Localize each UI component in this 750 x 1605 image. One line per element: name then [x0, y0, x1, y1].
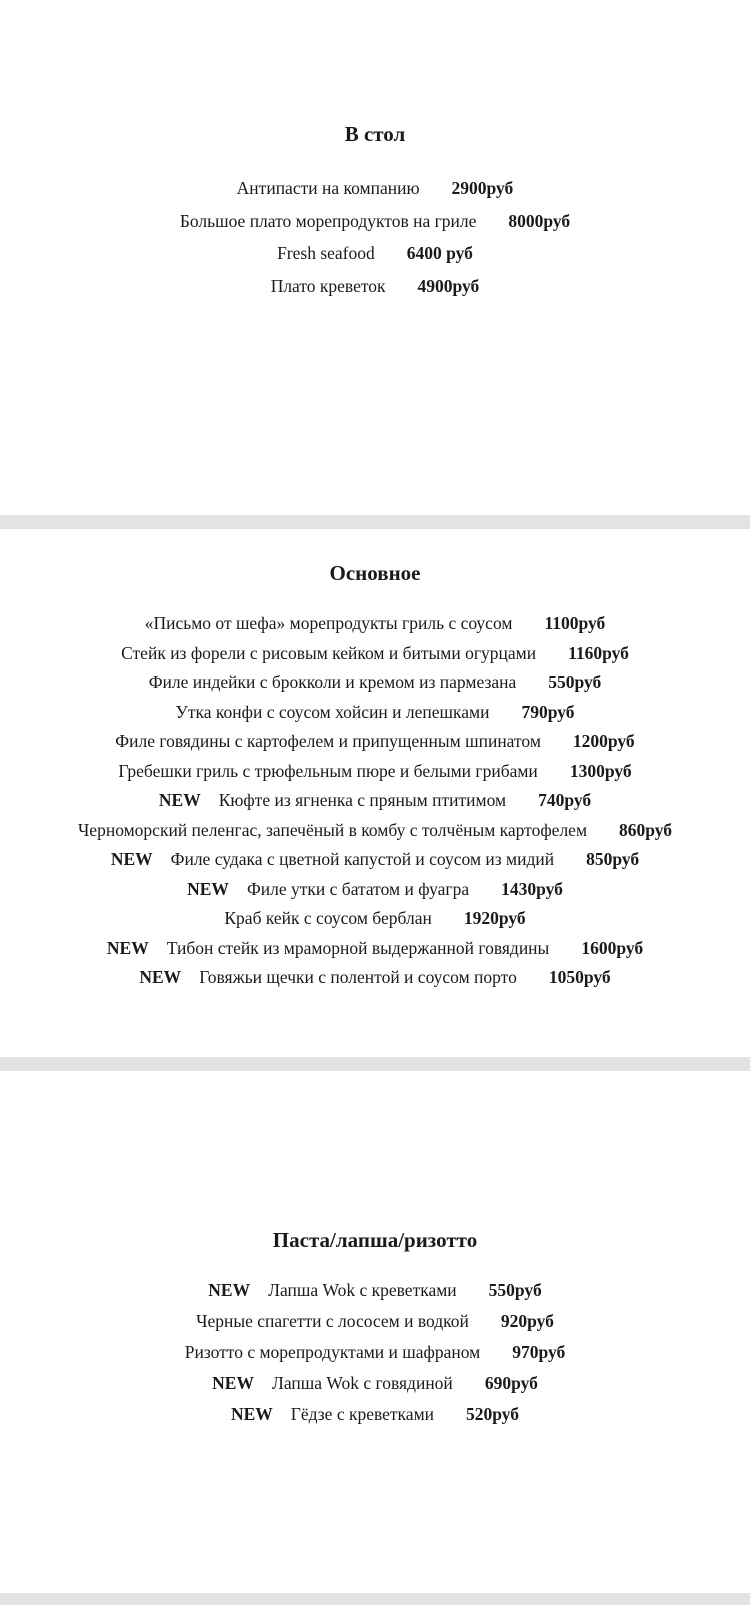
menu-item — [0, 760, 750, 790]
menu-page-table — [0, 0, 750, 515]
menu-item — [0, 848, 750, 878]
menu-item — [0, 671, 750, 701]
item-price: 970руб — [512, 1342, 566, 1362]
menu-item — [0, 819, 750, 849]
section-title: В стол — [344, 122, 406, 146]
item-price: 520руб — [466, 1404, 520, 1424]
new-badge: NEW — [208, 1280, 251, 1300]
menu-item — [0, 642, 750, 672]
item-name: Лапша Wok с креветками — [268, 1280, 457, 1300]
item-name: Говяжьи щечки с полентой и соусом порто — [199, 967, 517, 987]
item-name: Черноморский пеленгас, запечёный в комбу с толчёным картофелем — [77, 819, 588, 840]
item-name: Филе индейки с брокколи и кремом из пармезана — [148, 672, 517, 692]
menu-page-pasta — [0, 1071, 750, 1593]
item-price: 920руб — [500, 1311, 554, 1331]
item-price: 1430руб — [501, 878, 563, 899]
item-name: Антипасти на компанию — [236, 178, 420, 198]
menu-item — [0, 701, 750, 731]
item-name: Плато креветок — [270, 275, 386, 296]
menu-page-main — [0, 529, 750, 1057]
item-price: 1050руб — [548, 967, 611, 987]
menu-list — [0, 612, 750, 996]
item-price: 4900руб — [417, 275, 480, 296]
menu-item — [0, 612, 750, 642]
new-badge: NEW — [110, 849, 153, 869]
item-price: 860руб — [619, 819, 673, 840]
item-price: 1160руб — [568, 642, 629, 663]
menu-item — [0, 242, 750, 275]
item-name: Утка конфи с соусом хойсин и лепешками — [175, 701, 490, 722]
item-name: Кюфте из ягненка с пряным птитимом — [218, 790, 507, 810]
section-title: Паста/лапша/ризотто — [272, 1228, 478, 1252]
menu-item — [0, 1310, 750, 1341]
item-name: Филе говядины с картофелем и припущенным шпинатом — [115, 731, 541, 751]
menu-item — [0, 210, 750, 243]
item-price: 550руб — [488, 1280, 542, 1300]
item-price: 2900руб — [451, 178, 514, 198]
new-badge: NEW — [230, 1404, 273, 1424]
item-price: 1300руб — [569, 760, 632, 781]
menu-item — [0, 730, 750, 760]
new-badge: NEW — [158, 790, 201, 810]
item-price: 850руб — [586, 849, 640, 869]
item-name: Лапша Wok с говядиной — [271, 1373, 453, 1393]
item-price: 6400 руб — [406, 243, 473, 263]
menu-item — [0, 177, 750, 210]
menu-item — [0, 789, 750, 819]
item-name: Гёдзе с креветками — [290, 1404, 435, 1424]
menu-item — [0, 966, 750, 996]
menu-list — [0, 177, 750, 307]
item-price: 740руб — [538, 790, 592, 810]
item-name: Филе судака с цветной капустой и соусом из мидий — [170, 849, 555, 869]
item-price: 8000руб — [508, 210, 571, 231]
item-name: Большое плато морепродуктов на гриле — [179, 210, 477, 231]
item-price: 1100руб — [544, 613, 606, 633]
menu-item — [0, 275, 750, 308]
item-name: Краб кейк с соусом берблан — [224, 908, 432, 928]
item-name: Тибон стейк из мраморной выдержанной говядины — [166, 937, 550, 958]
item-price: 1600руб — [581, 937, 644, 958]
menu-list — [0, 1279, 750, 1434]
item-name: Стейк из форели с рисовым кейком и битыми огурцами — [121, 642, 537, 663]
section-title: Основное — [329, 561, 421, 585]
item-name: «Письмо от шефа» морепродукты гриль с соусом — [144, 613, 513, 633]
menu-item — [0, 878, 750, 908]
menu-item — [0, 1372, 750, 1403]
item-price: 690руб — [484, 1373, 538, 1393]
item-name: Fresh seafood — [277, 243, 375, 263]
item-price: 1920руб — [463, 908, 526, 928]
item-name: Черные спагетти с лососем и водкой — [196, 1311, 469, 1331]
menu-item — [0, 907, 750, 937]
menu-item — [0, 1403, 750, 1434]
item-price: 790руб — [521, 701, 575, 722]
menu-item — [0, 1341, 750, 1372]
new-badge: NEW — [212, 1373, 254, 1393]
item-price: 550руб — [548, 672, 602, 692]
item-name: Гребешки гриль с трюфельным пюре и белыми грибами — [118, 760, 538, 781]
item-price: 1200руб — [572, 731, 635, 751]
item-name: Ризотто с морепродуктами и шафраном — [184, 1342, 481, 1362]
item-name: Филе утки с бататом и фуагра — [246, 878, 470, 899]
menu-item — [0, 937, 750, 967]
new-badge: NEW — [106, 937, 149, 958]
menu-item — [0, 1279, 750, 1310]
new-badge: NEW — [187, 878, 229, 899]
new-badge: NEW — [139, 967, 182, 987]
